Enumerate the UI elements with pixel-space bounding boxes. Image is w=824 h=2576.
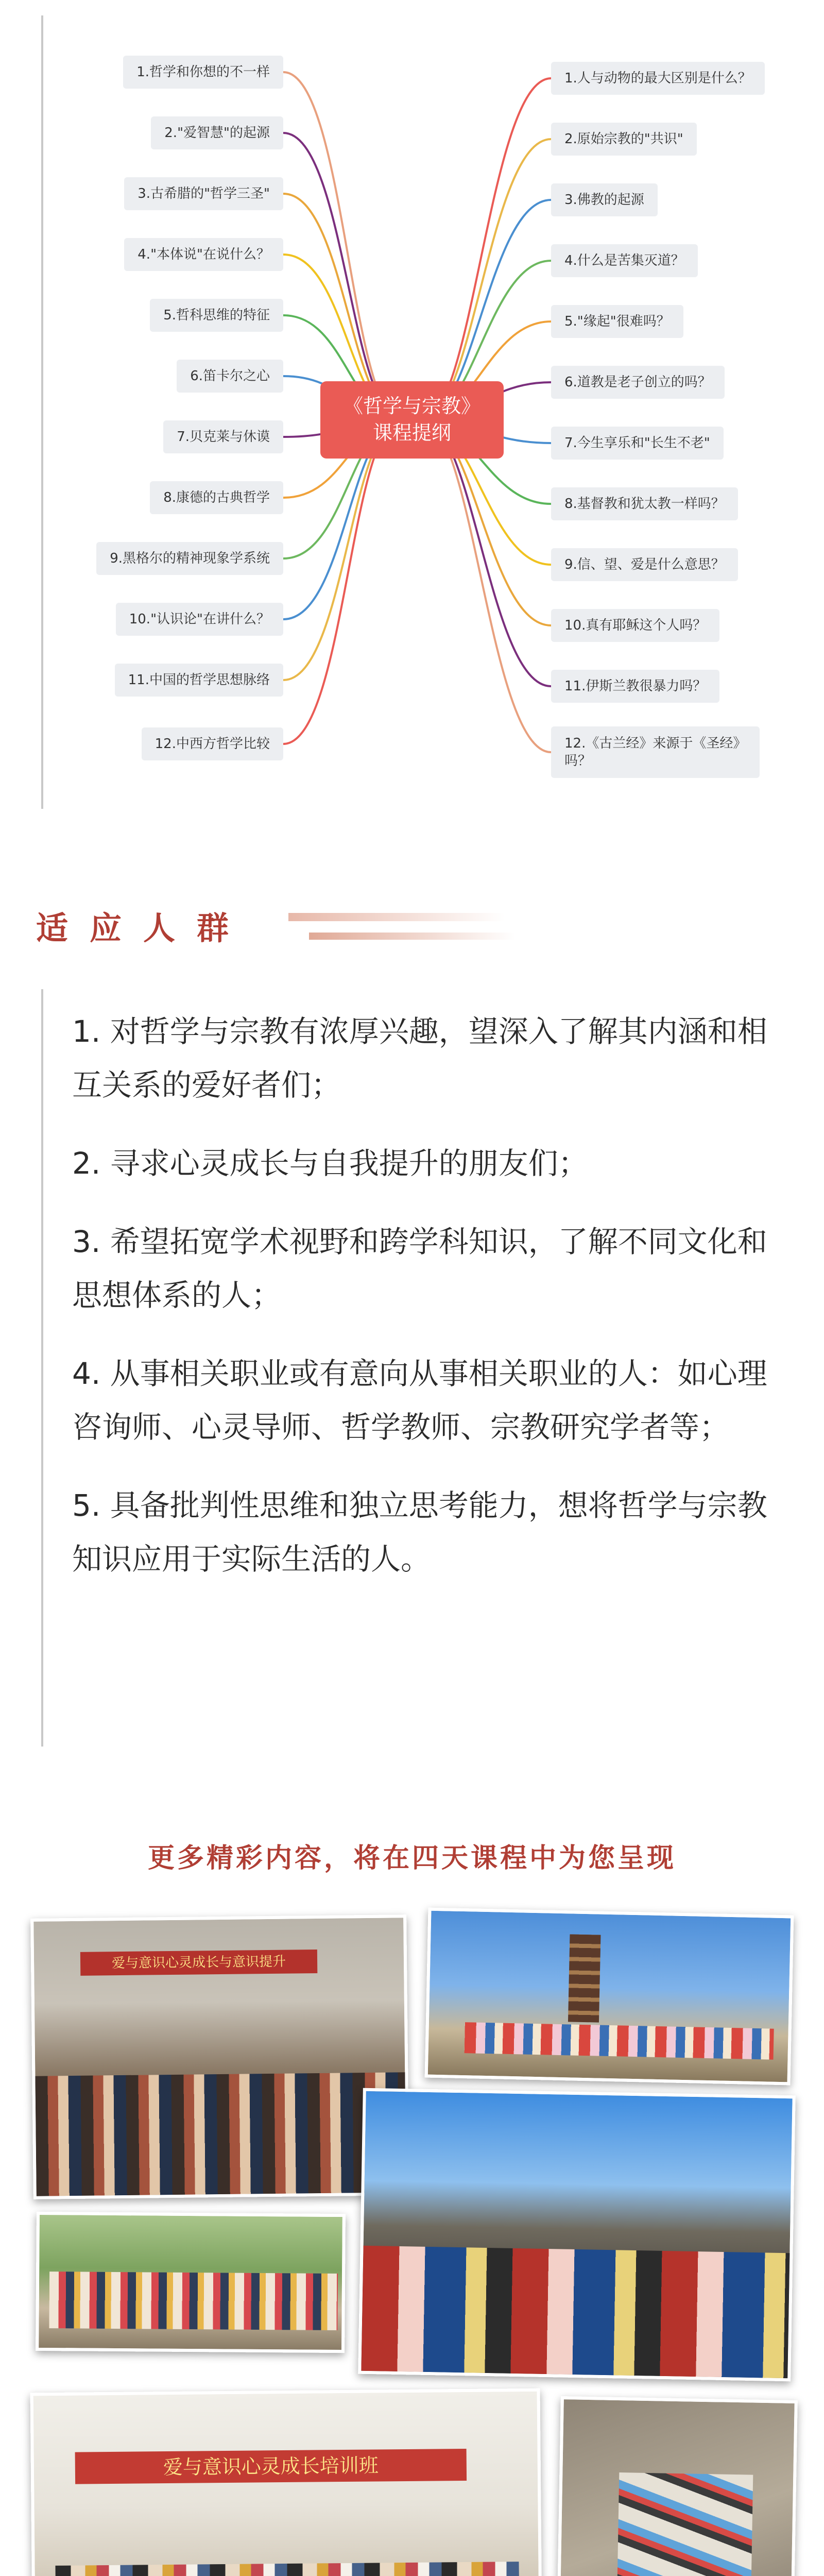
pagoda-shape <box>568 1934 601 2022</box>
right-topic-10: 10.真有耶稣这个人吗？ <box>551 609 719 642</box>
center-title-line1: 《哲学与宗教》 <box>343 395 480 417</box>
right-topic-12-line2: 吗？ <box>564 753 592 769</box>
right-topic-12 <box>551 726 760 778</box>
audience-list <box>72 1005 793 1611</box>
connector-left-1 <box>283 72 402 420</box>
right-topic-11: 11.伊斯兰教很暴力吗？ <box>551 670 719 703</box>
photo-cliff-path <box>554 2396 798 2576</box>
left-topic-1: 1.哲学和你想的不一样 <box>123 56 283 89</box>
left-topic-2: 2."爱智慧"的起源 <box>151 116 283 149</box>
left-vertical-rule <box>41 15 43 809</box>
left-topic-12: 12.中西方哲学比较 <box>142 727 283 760</box>
right-topic-8: 8.基督教和犹太教一样吗？ <box>551 487 738 520</box>
right-topic-3: 3.佛教的起源 <box>551 183 658 216</box>
title-decor-bar-1 <box>288 913 505 921</box>
photo-banner-1: 爱与意识心灵成长与意识提升 <box>80 1950 317 1976</box>
photo-people-row <box>35 2072 409 2199</box>
left-topic-9: 9.黑格尔的精神现象学系统 <box>96 542 283 575</box>
mindmap-center-title <box>320 381 504 459</box>
left-topic-4: 4."本体说"在说什么？ <box>124 238 283 271</box>
photo-outdoor-group <box>36 2212 346 2353</box>
left-topic-3: 3.古希腊的"哲学三圣" <box>124 177 283 210</box>
audience-item-3: 3. 希望拓宽学术视野和跨学科知识，了解不同文化和思想体系的人； <box>72 1224 767 1313</box>
left-topic-7: 7.贝克莱与休谟 <box>163 420 283 453</box>
right-topic-12-line1: 12.《古兰经》来源于《圣经》 <box>564 736 747 751</box>
left-topic-5: 5.哲科思维的特征 <box>150 299 283 332</box>
title-decor-bar-2 <box>309 933 515 940</box>
right-topic-4: 4.什么是苦集灭道？ <box>551 244 698 277</box>
right-topic-5: 5."缘起"很难吗？ <box>551 305 683 338</box>
climbers-line <box>614 2472 753 2576</box>
connector-right-2 <box>422 139 551 420</box>
audience-section-title: 适应人群 <box>36 909 251 947</box>
connector-left-11 <box>283 420 402 680</box>
photo-training-class <box>30 2388 544 2576</box>
course-outline-mindmap <box>0 0 824 824</box>
left-topic-10: 10."认识论"在讲什么？ <box>116 603 283 636</box>
audience-item-2: 2. 寻求心灵成长与自我提升的朋友们； <box>72 1146 588 1181</box>
photo-classroom-circle <box>30 1914 409 2199</box>
right-topic-7: 7.今生享乐和"长生不老" <box>551 427 724 460</box>
photo-banner-4: 爱与意识心灵成长培训班 <box>75 2449 467 2484</box>
left-topic-11: 11.中国的哲学思想脉络 <box>115 664 283 697</box>
photo-pagoda-group <box>425 1908 794 2086</box>
center-title-line2: 课程提纲 <box>372 421 451 444</box>
class-group-rows <box>56 2562 521 2576</box>
right-topic-2: 2.原始宗教的"共识" <box>551 123 697 156</box>
right-topic-1: 1.人与动物的最大区别是什么？ <box>551 62 765 95</box>
audience-vertical-rule <box>41 989 43 1747</box>
right-topic-9: 9.信、望、爱是什么意思？ <box>551 548 738 581</box>
right-topic-6: 6.道教是老子创立的吗？ <box>551 366 725 399</box>
connector-right-12 <box>422 420 551 752</box>
audience-item-1: 1. 对哲学与宗教有浓厚兴趣，望深入了解其内涵和相互关系的爱好者们； <box>72 1014 767 1103</box>
photo-temple-gate <box>358 2088 796 2382</box>
visitors-foreground <box>361 2246 796 2382</box>
left-topic-8: 8.康德的古典哲学 <box>150 481 283 514</box>
more-content-heading: 更多精彩内容，将在四天课程中为您呈现 <box>147 1843 676 1874</box>
audience-item-5: 5. 具备批判性思维和独立思考能力，想将哲学与宗教知识应用于实际生活的人。 <box>72 1488 767 1577</box>
connector-left-12 <box>283 420 402 744</box>
connector-right-11 <box>422 420 551 686</box>
audience-item-4: 4. 从事相关职业或有意向从事相关职业的人：如心理咨询师、心灵导师、哲学教师、宗教研究学者等； <box>72 1356 767 1445</box>
connector-right-1 <box>422 78 551 420</box>
group-people-row <box>465 2022 774 2060</box>
outdoor-people-row <box>49 2272 338 2330</box>
left-topic-6: 6.笛卡尔之心 <box>177 360 283 393</box>
